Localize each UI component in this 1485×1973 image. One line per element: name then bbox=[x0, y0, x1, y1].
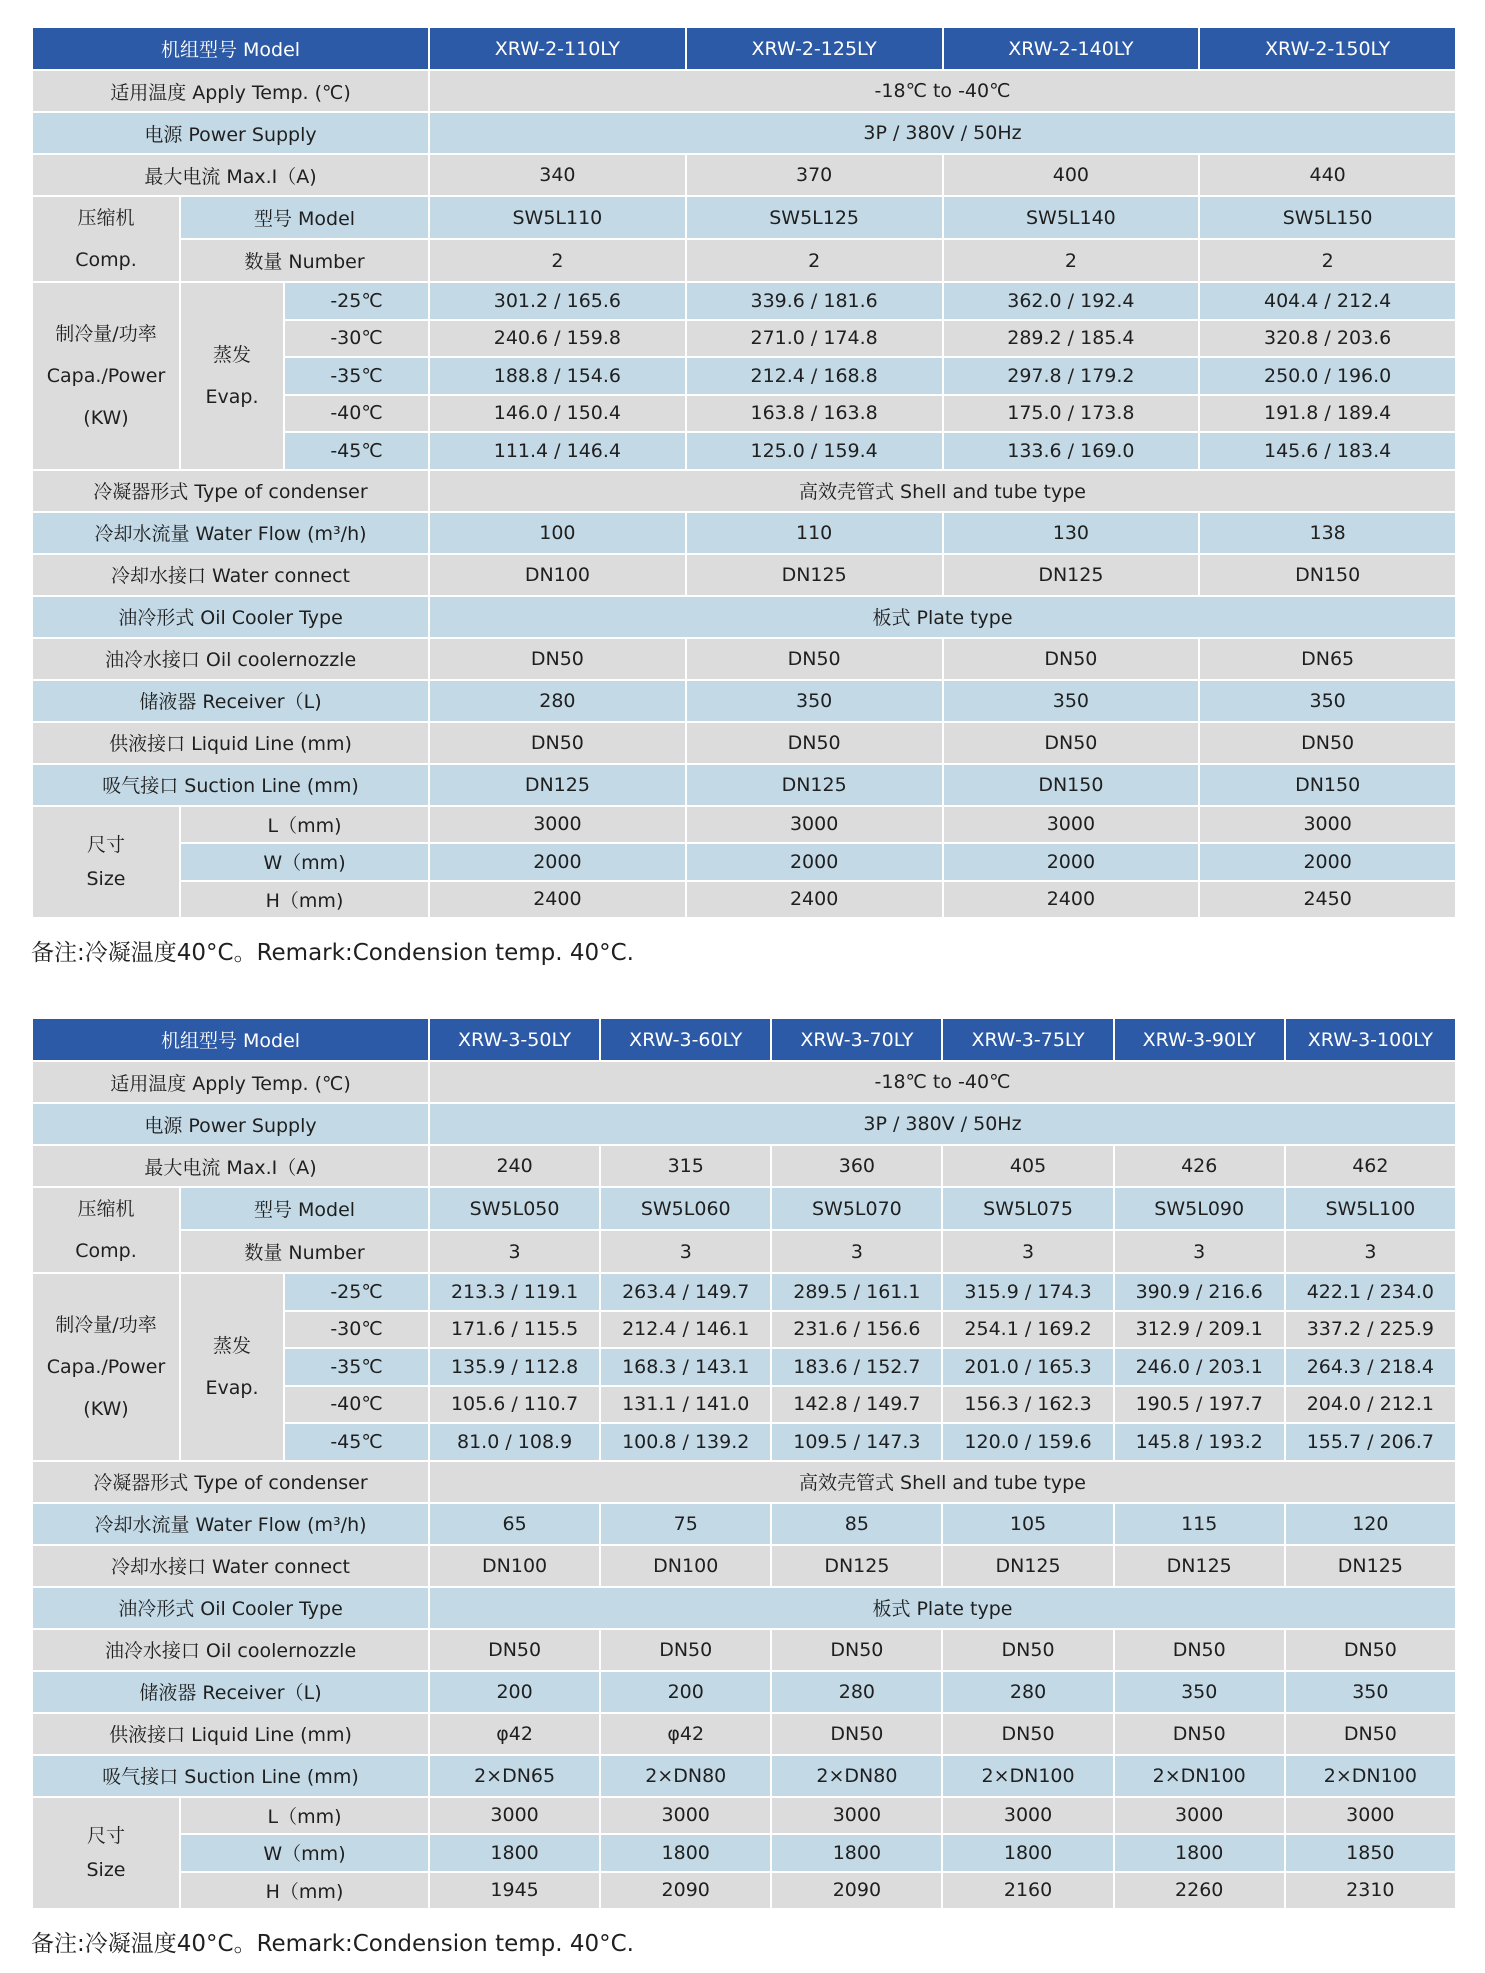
capacity-value: 204.0 / 212.1 bbox=[1285, 1386, 1456, 1424]
size-value: 2000 bbox=[686, 843, 943, 881]
row-value: 110 bbox=[686, 512, 943, 554]
evap-temp: -25℃ bbox=[284, 1273, 429, 1311]
row-label: 油冷形式 Oil Cooler Type bbox=[32, 596, 429, 638]
row-value: φ42 bbox=[600, 1713, 771, 1755]
row-value: DN125 bbox=[686, 554, 943, 596]
label-line: Comp. bbox=[75, 249, 137, 271]
evap-temp: -40℃ bbox=[284, 1386, 429, 1424]
row-value: 440 bbox=[1199, 154, 1456, 196]
row-value: 315 bbox=[600, 1145, 771, 1187]
size-label bbox=[32, 1797, 180, 1910]
capacity-value: 271.0 / 174.8 bbox=[686, 320, 943, 358]
header-model-name: XRW-3-90LY bbox=[1114, 1018, 1285, 1061]
row-label: 型号 Model bbox=[180, 1187, 429, 1230]
capacity-value: 289.2 / 185.4 bbox=[943, 320, 1200, 358]
comp-model-row bbox=[32, 196, 1456, 239]
comp-number-row bbox=[32, 1230, 1456, 1273]
evap-temp: -30℃ bbox=[284, 320, 429, 358]
row-label: 冷却水接口 Water connect bbox=[32, 1545, 429, 1587]
size-row bbox=[32, 1797, 1456, 1835]
row-value: DN50 bbox=[771, 1713, 942, 1755]
row-label: 冷却水流量 Water Flow (m³/h) bbox=[32, 512, 429, 554]
row-label: 吸气接口 Suction Line (mm) bbox=[32, 1755, 429, 1797]
row-value: DN125 bbox=[1114, 1545, 1285, 1587]
capacity-value: 156.3 / 162.3 bbox=[942, 1386, 1113, 1424]
capacity-value: 163.8 / 163.8 bbox=[686, 395, 943, 433]
row-value: DN125 bbox=[771, 1545, 942, 1587]
size-dim-label: H（mm) bbox=[180, 881, 429, 919]
row-value: DN50 bbox=[686, 722, 943, 764]
apply-temp-row bbox=[32, 1061, 1456, 1103]
row-value: SW5L090 bbox=[1114, 1187, 1285, 1230]
label-line: 蒸发 bbox=[212, 1334, 251, 1357]
capacity-label bbox=[32, 282, 180, 470]
header-model-name: XRW-3-50LY bbox=[429, 1018, 600, 1061]
capacity-value: 250.0 / 196.0 bbox=[1199, 357, 1456, 395]
header-row bbox=[32, 1018, 1456, 1061]
row-value: DN50 bbox=[429, 1629, 600, 1671]
row-value: 105 bbox=[942, 1503, 1113, 1545]
label-line: Size bbox=[86, 1858, 126, 1881]
condenser-type-row bbox=[32, 1461, 1456, 1503]
capacity-value: 240.6 / 159.8 bbox=[429, 320, 686, 358]
capacity-value: 109.5 / 147.3 bbox=[771, 1423, 942, 1461]
size-value: 2400 bbox=[943, 881, 1200, 919]
capacity-value: 191.8 / 189.4 bbox=[1199, 395, 1456, 433]
row-value: 2×DN80 bbox=[600, 1755, 771, 1797]
size-value: 3000 bbox=[1114, 1797, 1285, 1835]
capacity-value: 339.6 / 181.6 bbox=[686, 282, 943, 320]
row-value: 240 bbox=[429, 1145, 600, 1187]
capacity-value: 100.8 / 139.2 bbox=[600, 1423, 771, 1461]
row-value: 85 bbox=[771, 1503, 942, 1545]
row-value: 3 bbox=[1285, 1230, 1456, 1273]
size-value: 1945 bbox=[429, 1872, 600, 1910]
water-flow-row bbox=[32, 1503, 1456, 1545]
size-row bbox=[32, 881, 1456, 919]
row-value: 2 bbox=[1199, 239, 1456, 282]
capacity-value: 390.9 / 216.6 bbox=[1114, 1273, 1285, 1311]
condenser-type-row bbox=[32, 470, 1456, 512]
row-value: 3P / 380V / 50Hz bbox=[429, 1103, 1456, 1145]
row-value: DN150 bbox=[1199, 764, 1456, 806]
capacity-value: 289.5 / 161.1 bbox=[771, 1273, 942, 1311]
row-value: 3 bbox=[600, 1230, 771, 1273]
capacity-value: 168.3 / 143.1 bbox=[600, 1348, 771, 1386]
label-line: Size bbox=[86, 867, 126, 890]
row-value: SW5L100 bbox=[1285, 1187, 1456, 1230]
row-value: 100 bbox=[429, 512, 686, 554]
size-value: 2260 bbox=[1114, 1872, 1285, 1910]
water-connect-row bbox=[32, 554, 1456, 596]
row-value: 200 bbox=[600, 1671, 771, 1713]
row-value: 高效壳管式 Shell and tube type bbox=[429, 470, 1456, 512]
row-value: 3 bbox=[429, 1230, 600, 1273]
row-value: DN50 bbox=[429, 638, 686, 680]
header-model-name: XRW-3-70LY bbox=[771, 1018, 942, 1061]
remark-note: 备注:冷凝温度40°C。Remark:Condension temp. 40°C. bbox=[31, 1931, 634, 1957]
comp-label bbox=[32, 1187, 180, 1273]
row-value: DN50 bbox=[1199, 722, 1456, 764]
row-value: DN50 bbox=[1285, 1629, 1456, 1671]
capacity-value: 231.6 / 156.6 bbox=[771, 1311, 942, 1349]
label-line: (KW) bbox=[83, 406, 129, 429]
row-value: SW5L110 bbox=[429, 196, 686, 239]
row-value: 200 bbox=[429, 1671, 600, 1713]
row-label: 吸气接口 Suction Line (mm) bbox=[32, 764, 429, 806]
label-line: 压缩机 bbox=[77, 207, 135, 229]
row-value: 75 bbox=[600, 1503, 771, 1545]
comp-number-row bbox=[32, 239, 1456, 282]
size-value: 2090 bbox=[771, 1872, 942, 1910]
label-line: Capa./Power bbox=[46, 364, 166, 387]
size-value: 2400 bbox=[429, 881, 686, 919]
suction-line-row bbox=[32, 1755, 1456, 1797]
size-value: 3000 bbox=[429, 1797, 600, 1835]
capacity-value: 246.0 / 203.1 bbox=[1114, 1348, 1285, 1386]
capacity-value: 320.8 / 203.6 bbox=[1199, 320, 1456, 358]
row-value: DN50 bbox=[600, 1629, 771, 1671]
evap-temp: -35℃ bbox=[284, 1348, 429, 1386]
size-dim-label: H（mm) bbox=[180, 1872, 429, 1910]
row-label: 适用温度 Apply Temp. (℃) bbox=[32, 70, 429, 112]
capacity-value: 120.0 / 159.6 bbox=[942, 1423, 1113, 1461]
row-value: 2×DN65 bbox=[429, 1755, 600, 1797]
capacity-value: 212.4 / 146.1 bbox=[600, 1311, 771, 1349]
row-label: 冷凝器形式 Type of condenser bbox=[32, 470, 429, 512]
size-value: 1800 bbox=[771, 1834, 942, 1872]
size-value: 2000 bbox=[1199, 843, 1456, 881]
size-dim-label: L（mm) bbox=[180, 806, 429, 844]
size-row bbox=[32, 1872, 1456, 1910]
header-model-name: XRW-2-110LY bbox=[429, 27, 686, 70]
size-value: 1800 bbox=[429, 1834, 600, 1872]
row-value: 280 bbox=[429, 680, 686, 722]
evap-temp: -45℃ bbox=[284, 432, 429, 470]
size-value: 2450 bbox=[1199, 881, 1456, 919]
spec-table-xrw-3 bbox=[31, 1017, 1457, 1910]
row-value: 板式 Plate type bbox=[429, 1587, 1456, 1629]
size-value: 3000 bbox=[1285, 1797, 1456, 1835]
row-label: 冷凝器形式 Type of condenser bbox=[32, 1461, 429, 1503]
capacity-value: 131.1 / 141.0 bbox=[600, 1386, 771, 1424]
size-value: 3000 bbox=[943, 806, 1200, 844]
liquid-line-row bbox=[32, 1713, 1456, 1755]
row-label: 电源 Power Supply bbox=[32, 1103, 429, 1145]
row-value: DN100 bbox=[600, 1545, 771, 1587]
capacity-value: 201.0 / 165.3 bbox=[942, 1348, 1113, 1386]
row-value: DN125 bbox=[1285, 1545, 1456, 1587]
capacity-row bbox=[32, 282, 1456, 320]
capacity-value: 263.4 / 149.7 bbox=[600, 1273, 771, 1311]
evap-temp: -45℃ bbox=[284, 1423, 429, 1461]
size-value: 2090 bbox=[600, 1872, 771, 1910]
evap-label bbox=[180, 282, 284, 470]
power-supply-row bbox=[32, 1103, 1456, 1145]
row-value: 138 bbox=[1199, 512, 1456, 554]
header-model-name: XRW-2-125LY bbox=[686, 27, 943, 70]
row-label: 油冷水接口 Oil coolernozzle bbox=[32, 1629, 429, 1671]
row-value: 2×DN100 bbox=[942, 1755, 1113, 1797]
capacity-value: 142.8 / 149.7 bbox=[771, 1386, 942, 1424]
size-value: 1800 bbox=[942, 1834, 1113, 1872]
capacity-value: 297.8 / 179.2 bbox=[943, 357, 1200, 395]
row-value: 2×DN100 bbox=[1285, 1755, 1456, 1797]
row-value: DN125 bbox=[686, 764, 943, 806]
oil-nozzle-row bbox=[32, 1629, 1456, 1671]
row-value: 280 bbox=[942, 1671, 1113, 1713]
capacity-value: 105.6 / 110.7 bbox=[429, 1386, 600, 1424]
row-value: DN50 bbox=[943, 638, 1200, 680]
row-value: DN65 bbox=[1199, 638, 1456, 680]
row-value: DN125 bbox=[943, 554, 1200, 596]
size-value: 3000 bbox=[600, 1797, 771, 1835]
size-value: 3000 bbox=[429, 806, 686, 844]
water-connect-row bbox=[32, 1545, 1456, 1587]
row-value: DN50 bbox=[771, 1629, 942, 1671]
evap-label bbox=[180, 1273, 284, 1461]
row-value: 2 bbox=[429, 239, 686, 282]
row-label: 油冷形式 Oil Cooler Type bbox=[32, 1587, 429, 1629]
label-line: 尺寸 bbox=[86, 1824, 125, 1847]
row-value: DN100 bbox=[429, 1545, 600, 1587]
row-value: 350 bbox=[1114, 1671, 1285, 1713]
size-row bbox=[32, 843, 1456, 881]
row-value: 120 bbox=[1285, 1503, 1456, 1545]
receiver-row bbox=[32, 1671, 1456, 1713]
capacity-value: 145.6 / 183.4 bbox=[1199, 432, 1456, 470]
remark-note: 备注:冷凝温度40°C。Remark:Condension temp. 40°C. bbox=[31, 940, 634, 966]
capacity-value: 190.5 / 197.7 bbox=[1114, 1386, 1285, 1424]
label-line: Capa./Power bbox=[46, 1355, 166, 1378]
capacity-value: 135.9 / 112.8 bbox=[429, 1348, 600, 1386]
row-value: 426 bbox=[1114, 1145, 1285, 1187]
max-current-row bbox=[32, 154, 1456, 196]
header-row bbox=[32, 27, 1456, 70]
row-value: 370 bbox=[686, 154, 943, 196]
row-label: 冷却水接口 Water connect bbox=[32, 554, 429, 596]
header-model-name: XRW-3-100LY bbox=[1285, 1018, 1456, 1061]
label-line: 蒸发 bbox=[212, 343, 251, 366]
capacity-value: 264.3 / 218.4 bbox=[1285, 1348, 1456, 1386]
oil-cooler-type-row bbox=[32, 596, 1456, 638]
row-label: 适用温度 Apply Temp. (℃) bbox=[32, 1061, 429, 1103]
row-value: φ42 bbox=[429, 1713, 600, 1755]
header-model-label: 机组型号 Model bbox=[32, 27, 429, 70]
row-value: 350 bbox=[943, 680, 1200, 722]
capacity-value: 422.1 / 234.0 bbox=[1285, 1273, 1456, 1311]
row-value: DN150 bbox=[943, 764, 1200, 806]
capacity-value: 125.0 / 159.4 bbox=[686, 432, 943, 470]
capacity-value: 312.9 / 209.1 bbox=[1114, 1311, 1285, 1349]
row-value: 280 bbox=[771, 1671, 942, 1713]
row-value: DN50 bbox=[686, 638, 943, 680]
capacity-value: 315.9 / 174.3 bbox=[942, 1273, 1113, 1311]
row-value: DN125 bbox=[429, 764, 686, 806]
label-line: Comp. bbox=[75, 1240, 137, 1262]
capacity-value: 362.0 / 192.4 bbox=[943, 282, 1200, 320]
row-value: 360 bbox=[771, 1145, 942, 1187]
row-label: 电源 Power Supply bbox=[32, 112, 429, 154]
row-value: 3 bbox=[942, 1230, 1113, 1273]
row-value: 3 bbox=[771, 1230, 942, 1273]
liquid-line-row bbox=[32, 722, 1456, 764]
capacity-value: 133.6 / 169.0 bbox=[943, 432, 1200, 470]
size-label bbox=[32, 806, 180, 919]
row-label: 储液器 Receiver（L) bbox=[32, 1671, 429, 1713]
capacity-value: 213.3 / 119.1 bbox=[429, 1273, 600, 1311]
row-value: 2 bbox=[943, 239, 1200, 282]
size-value: 2310 bbox=[1285, 1872, 1456, 1910]
row-label: 最大电流 Max.I（A) bbox=[32, 154, 429, 196]
oil-nozzle-row bbox=[32, 638, 1456, 680]
header-model-name: XRW-3-60LY bbox=[600, 1018, 771, 1061]
row-value: 3 bbox=[1114, 1230, 1285, 1273]
row-value: 350 bbox=[1285, 1671, 1456, 1713]
size-value: 2400 bbox=[686, 881, 943, 919]
capacity-value: 155.7 / 206.7 bbox=[1285, 1423, 1456, 1461]
size-dim-label: L（mm) bbox=[180, 1797, 429, 1835]
row-value: DN50 bbox=[1285, 1713, 1456, 1755]
size-value: 1800 bbox=[1114, 1834, 1285, 1872]
capacity-value: 337.2 / 225.9 bbox=[1285, 1311, 1456, 1349]
row-label: 供液接口 Liquid Line (mm) bbox=[32, 1713, 429, 1755]
size-value: 3000 bbox=[771, 1797, 942, 1835]
label-line: 尺寸 bbox=[86, 833, 125, 856]
size-value: 3000 bbox=[1199, 806, 1456, 844]
header-model-name: XRW-2-140LY bbox=[943, 27, 1200, 70]
water-flow-row bbox=[32, 512, 1456, 554]
label-line: 制冷量/功率 bbox=[55, 1313, 157, 1336]
row-value: DN150 bbox=[1199, 554, 1456, 596]
size-value: 2000 bbox=[429, 843, 686, 881]
capacity-value: 254.1 / 169.2 bbox=[942, 1311, 1113, 1349]
capacity-row bbox=[32, 1273, 1456, 1311]
comp-model-row bbox=[32, 1187, 1456, 1230]
size-value: 3000 bbox=[942, 1797, 1113, 1835]
row-value: SW5L050 bbox=[429, 1187, 600, 1230]
suction-line-row bbox=[32, 764, 1456, 806]
row-value: 2×DN100 bbox=[1114, 1755, 1285, 1797]
label-line: 制冷量/功率 bbox=[55, 322, 157, 345]
size-dim-label: W（mm) bbox=[180, 1834, 429, 1872]
evap-temp: -35℃ bbox=[284, 357, 429, 395]
size-dim-label: W（mm) bbox=[180, 843, 429, 881]
row-value: 130 bbox=[943, 512, 1200, 554]
capacity-value: 171.6 / 115.5 bbox=[429, 1311, 600, 1349]
row-value: DN100 bbox=[429, 554, 686, 596]
label-line: Evap. bbox=[205, 1376, 259, 1399]
row-value: DN50 bbox=[1114, 1713, 1285, 1755]
row-value: SW5L060 bbox=[600, 1187, 771, 1230]
max-current-row bbox=[32, 1145, 1456, 1187]
header-model-name: XRW-2-150LY bbox=[1199, 27, 1456, 70]
row-label: 最大电流 Max.I（A) bbox=[32, 1145, 429, 1187]
size-row bbox=[32, 806, 1456, 844]
capacity-value: 175.0 / 173.8 bbox=[943, 395, 1200, 433]
row-label: 数量 Number bbox=[180, 239, 429, 282]
capacity-value: 146.0 / 150.4 bbox=[429, 395, 686, 433]
label-line: Evap. bbox=[205, 385, 259, 408]
receiver-row bbox=[32, 680, 1456, 722]
row-value: 115 bbox=[1114, 1503, 1285, 1545]
header-model-name: XRW-3-75LY bbox=[942, 1018, 1113, 1061]
row-value: DN50 bbox=[942, 1713, 1113, 1755]
row-value: SW5L125 bbox=[686, 196, 943, 239]
capacity-value: 183.6 / 152.7 bbox=[771, 1348, 942, 1386]
row-value: 2×DN80 bbox=[771, 1755, 942, 1797]
row-value: DN50 bbox=[943, 722, 1200, 764]
row-label: 数量 Number bbox=[180, 1230, 429, 1273]
header-model-label: 机组型号 Model bbox=[32, 1018, 429, 1061]
size-row bbox=[32, 1834, 1456, 1872]
evap-temp: -25℃ bbox=[284, 282, 429, 320]
capacity-value: 145.8 / 193.2 bbox=[1114, 1423, 1285, 1461]
oil-cooler-type-row bbox=[32, 1587, 1456, 1629]
row-value: 462 bbox=[1285, 1145, 1456, 1187]
row-label: 冷却水流量 Water Flow (m³/h) bbox=[32, 1503, 429, 1545]
row-label: 型号 Model bbox=[180, 196, 429, 239]
row-value: 板式 Plate type bbox=[429, 596, 1456, 638]
capacity-value: 188.8 / 154.6 bbox=[429, 357, 686, 395]
capacity-value: 404.4 / 212.4 bbox=[1199, 282, 1456, 320]
size-value: 1850 bbox=[1285, 1834, 1456, 1872]
label-line: (KW) bbox=[83, 1397, 129, 1420]
row-value: 2 bbox=[686, 239, 943, 282]
row-value: DN50 bbox=[429, 722, 686, 764]
evap-temp: -30℃ bbox=[284, 1311, 429, 1349]
row-label: 油冷水接口 Oil coolernozzle bbox=[32, 638, 429, 680]
power-supply-row bbox=[32, 112, 1456, 154]
comp-label bbox=[32, 196, 180, 282]
row-value: SW5L075 bbox=[942, 1187, 1113, 1230]
row-value: DN125 bbox=[942, 1545, 1113, 1587]
row-value: 340 bbox=[429, 154, 686, 196]
spec-table-xrw-2 bbox=[31, 26, 1457, 919]
row-value: SW5L070 bbox=[771, 1187, 942, 1230]
apply-temp-row bbox=[32, 70, 1456, 112]
size-value: 2160 bbox=[942, 1872, 1113, 1910]
row-label: 供液接口 Liquid Line (mm) bbox=[32, 722, 429, 764]
row-value: 350 bbox=[686, 680, 943, 722]
size-value: 2000 bbox=[943, 843, 1200, 881]
row-value: 400 bbox=[943, 154, 1200, 196]
row-value: DN50 bbox=[1114, 1629, 1285, 1671]
row-value: -18℃ to -40℃ bbox=[429, 1061, 1456, 1103]
row-label: 储液器 Receiver（L) bbox=[32, 680, 429, 722]
row-value: 高效壳管式 Shell and tube type bbox=[429, 1461, 1456, 1503]
row-value: DN50 bbox=[942, 1629, 1113, 1671]
row-value: -18℃ to -40℃ bbox=[429, 70, 1456, 112]
capacity-value: 111.4 / 146.4 bbox=[429, 432, 686, 470]
capacity-value: 301.2 / 165.6 bbox=[429, 282, 686, 320]
row-value: 65 bbox=[429, 1503, 600, 1545]
size-value: 1800 bbox=[600, 1834, 771, 1872]
row-value: SW5L150 bbox=[1199, 196, 1456, 239]
label-line: 压缩机 bbox=[77, 1198, 135, 1220]
size-value: 3000 bbox=[686, 806, 943, 844]
row-value: 405 bbox=[942, 1145, 1113, 1187]
row-value: 3P / 380V / 50Hz bbox=[429, 112, 1456, 154]
row-value: SW5L140 bbox=[943, 196, 1200, 239]
capacity-value: 81.0 / 108.9 bbox=[429, 1423, 600, 1461]
evap-temp: -40℃ bbox=[284, 395, 429, 433]
row-value: 350 bbox=[1199, 680, 1456, 722]
capacity-label bbox=[32, 1273, 180, 1461]
capacity-value: 212.4 / 168.8 bbox=[686, 357, 943, 395]
